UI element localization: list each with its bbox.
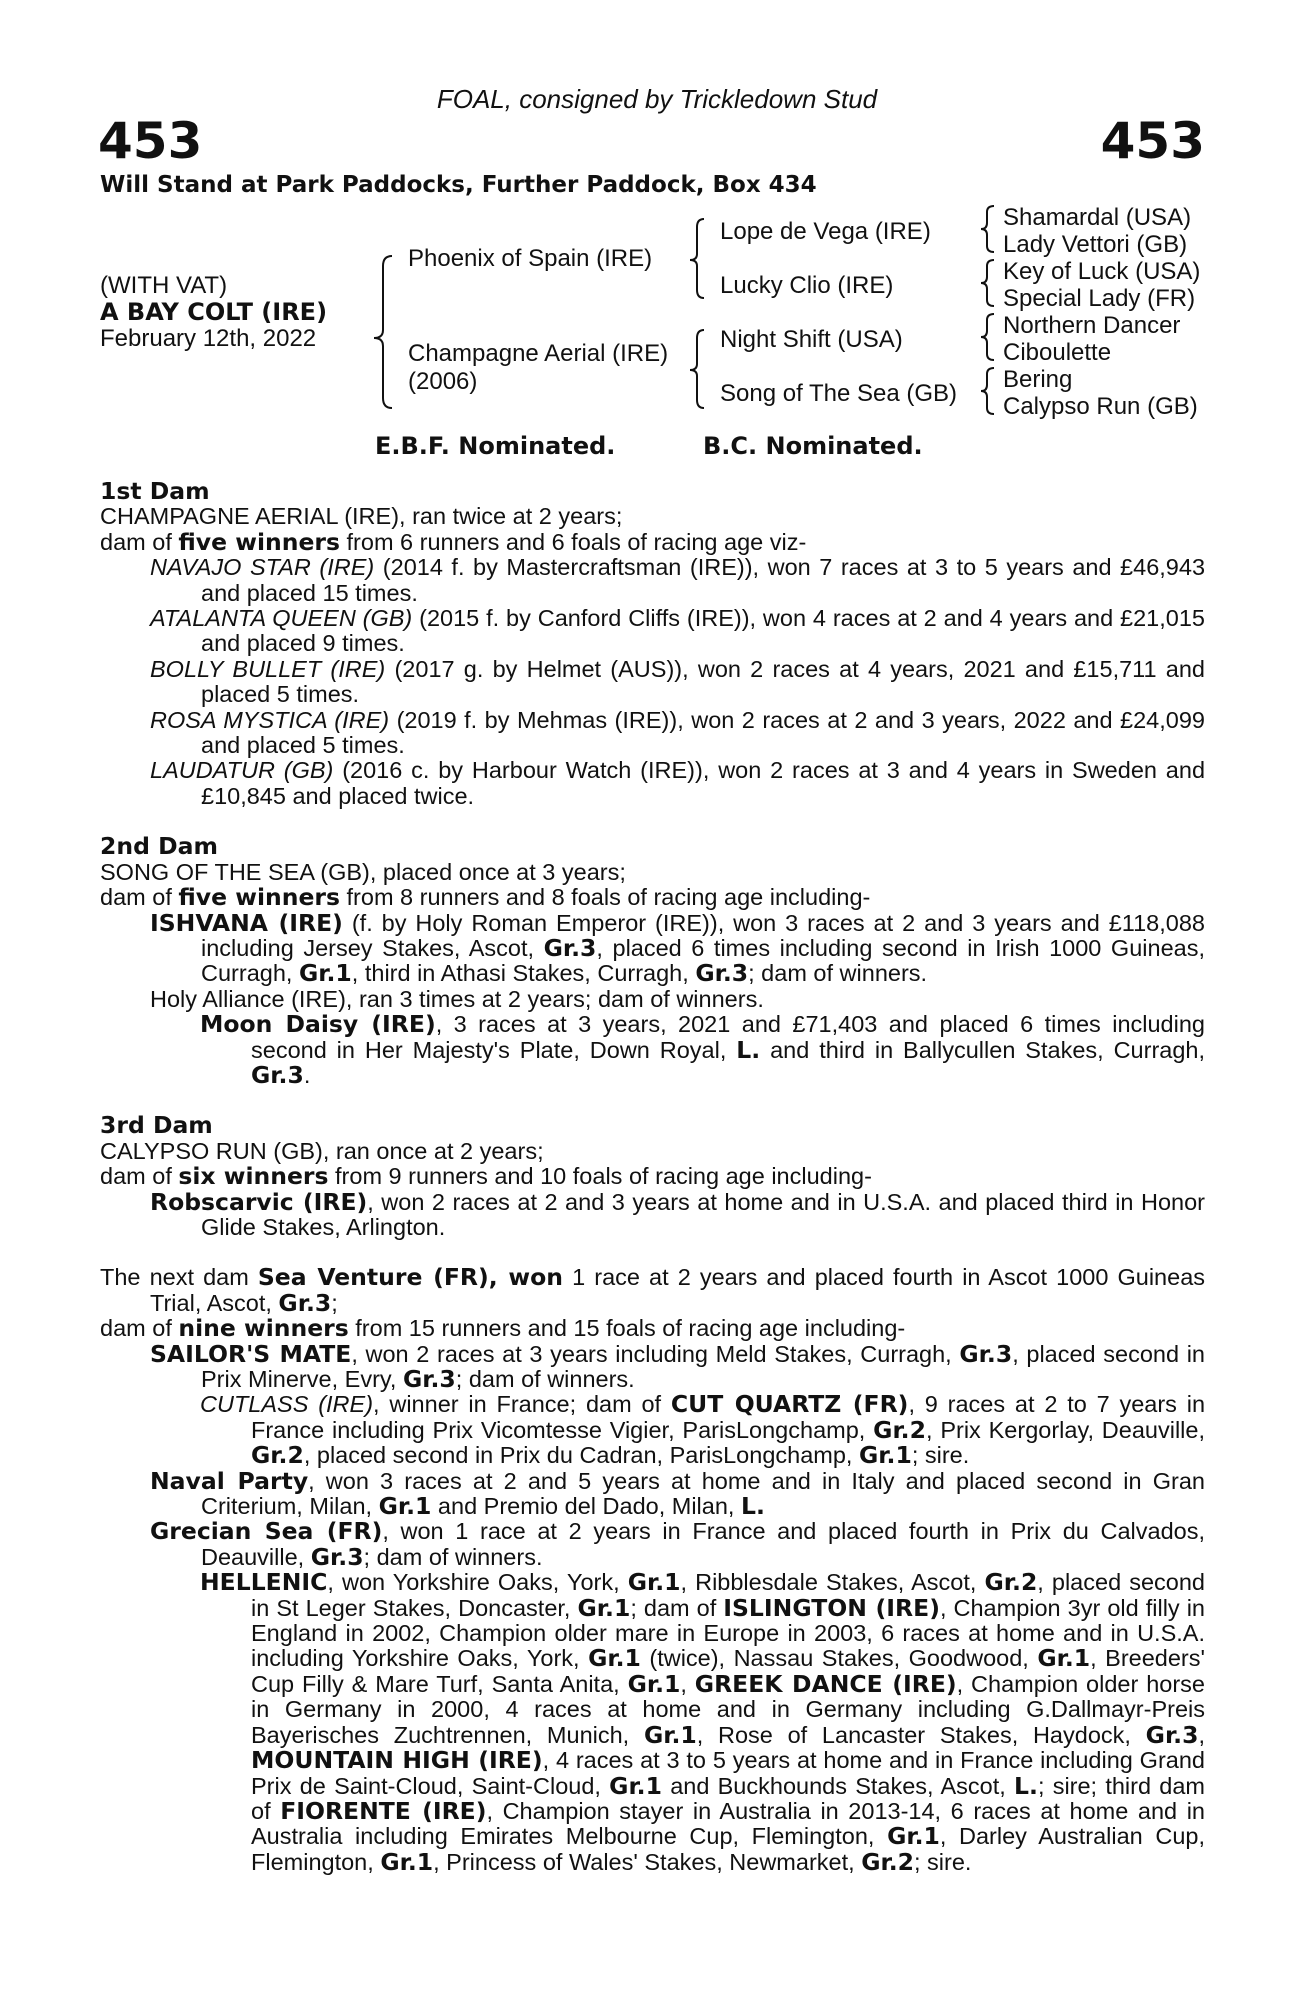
g3-ancestor: Bering [1003,366,1073,393]
produce-entry: Grecian Sea (FR), won 1 race at 2 years in France and placed fourth in Prix du Calvados, Deauville, Gr.3; dam of winners. [150,1517,1205,1571]
stand-location: Will Stand at Park Paddocks, Further Paddock, Box 434 [100,172,817,198]
lot-number-left: 453 [98,112,203,170]
section-heading: 2nd Dam [100,832,218,861]
produce-summary: dam of five winners from 8 runners and 8 foals of racing age including- [100,883,871,912]
section-heading: 3rd Dam [100,1111,213,1140]
produce-entry: HELLENIC, won Yorkshire Oaks, York, Gr.1, Ribblesdale Stakes, Ascot, Gr.2, placed second in St Leger Stakes, Doncaster, Gr.1; dam of ISLINGTON (IRE), Champion 3yr old filly in England in 2002, Champion older mare in Europe in 2003, 6 races at home and in U.S.A. including Yorkshire Oaks, York, Gr.1 (twice), Nassau Stakes, Goodwood, Gr.1, Breeders' Cup Filly & Mare Turf, Santa Anita, Gr.1, GREEK DANCE (IRE), Champion older horse in Germany in 2000, 4 races at home and in Germany including G.Dallmayr-Preis Bayerisches Zuchtrennen, Munich, Gr.1, Rose of Lancaster Stakes, Haydock, Gr.3, MOUNTAIN HIGH (IRE), 4 races at 3 to 5 years at home and in France including Grand Prix de Saint-Cloud, Saint-Cloud, Gr.1 and Buckhounds Stakes, Ascot, L.; sire; third dam of FIORENTE (IRE), Champion stayer in Australia in 2013-14, 6 races at home and in Australia including Emirates Melbourne Cup, Flemington, Gr.1, Darley Australian Cup, Flemington, Gr.1, Princess of Wales' Stakes, Newmarket, Gr.2; sire. [200,1568,1205,1876]
lot-number-right: 453 [1100,112,1205,170]
foal-description: A BAY COLT (IRE) [100,298,328,326]
dam-dam: Song of The Sea (GB) [720,380,958,407]
foaling-date: February 12th, 2022 [100,325,317,352]
produce-summary: dam of five winners from 6 runners and 6 foals of racing age viz- [100,527,807,556]
produce-entry: ISHVANA (IRE) (f. by Holy Roman Emperor (IRE)), won 3 races at 2 and 3 years and £118,088 including Jersey Stakes, Ascot, Gr.3, placed 6 times including second in Irish 1000 Guineas, Curragh, Gr.1, third in Athasi Stakes, Curragh, Gr.3; dam of winners. [150,908,1205,988]
produce-entry: BOLLY BULLET (IRE) (2017 g. by Helmet (AUS)), won 2 races at 4 years, 2021 and £15,711 and placed 5 times. [150,655,1205,708]
vat-note: (WITH VAT) [100,272,228,299]
produce-entry: ROSA MYSTICA (IRE) (2019 f. by Mehmas (IRE)), won 2 races at 2 and 3 years, 2022 and £24,099 and placed 5 times. [150,706,1205,759]
g3-ancestor: Ciboulette [1003,339,1112,366]
produce-summary: dam of nine winners from 15 runners and 15 foals of racing age including- [100,1314,906,1343]
produce-entry: SAILOR'S MATE, won 2 races at 3 years including Meld Stakes, Curragh, Gr.3, placed second in Prix Minerve, Evry, Gr.3; dam of winners. [150,1339,1206,1393]
dam-year: (2006) [408,368,478,395]
produce-entry: Robscarvic (IRE), won 2 races at 2 and 3 years at home and in U.S.A. and placed third in Honor Glide Stakes, Arlington. [150,1187,1205,1240]
catalogue-body [100,479,1205,1875]
dam-intro: SONG OF THE SEA (GB), placed once at 3 years; [100,858,626,885]
produce-entry: Holy Alliance (IRE), ran 3 times at 2 years; dam of winners. [150,985,764,1012]
dam-sire: Night Shift (USA) [720,326,903,353]
first-dam-section [100,479,1205,809]
produce-entry: LAUDATUR (GB) (2016 c. by Harbour Watch (IRE)), won 2 races at 3 and 4 years in Sweden and £10,845 and placed twice. [150,757,1206,809]
produce-summary: dam of six winners from 9 runners and 10 foals of racing age including- [100,1162,872,1191]
g3-ancestor: Northern Dancer [1003,312,1181,339]
g3-ancestor: Calypso Run (GB) [1003,393,1198,420]
g3-ancestor: Lady Vettori (GB) [1003,231,1188,258]
next-dam-section [100,1265,1205,1875]
next-dam-intro: The next dam Sea Venture (FR), won 1 race at 2 years and placed fourth in Ascot 1000 Guineas Trial, Ascot, Gr.3; [100,1263,1206,1317]
produce-entry: Moon Daisy (IRE), 3 races at 3 years, 2021 and £71,403 and placed 6 times including second in Her Majesty's Plate, Down Royal, L. and third in Ballycullen Stakes, Curragh, Gr.3. [200,1010,1206,1089]
ebf-nominated: E.B.F. Nominated. [375,432,616,460]
third-dam-section [100,1113,1205,1240]
produce-entry: CUTLASS (IRE), winner in France; dam of CUT QUARTZ (FR), 9 races at 2 to 7 years in France including Prix Vicomtesse Vigier, ParisLongchamp, Gr.2, Prix Kergorlay, Deauville, Gr.2, placed second in Prix du Cadran, ParisLongchamp, Gr.1; sire. [200,1390,1206,1470]
produce-entry: NAVAJO STAR (IRE) (2014 f. by Mastercraftsman (IRE)), won 7 races at 3 to 5 years and £46,943 and placed 15 times. [150,554,1206,606]
dam-intro: CALYPSO RUN (GB), ran once at 2 years; [100,1137,544,1164]
g3-ancestor: Key of Luck (USA) [1003,258,1201,285]
second-dam-section [100,834,1205,1088]
dam-intro: CHAMPAGNE AERIAL (IRE), ran twice at 2 years; [100,503,623,530]
pedigree-braces [0,0,1314,430]
produce-entry: ATALANTA QUEEN (GB) (2015 f. by Canford Cliffs (IRE)), won 4 races at 2 and 4 years and £21,015 and placed 9 times. [150,605,1205,657]
g3-ancestor: Special Lady (FR) [1003,285,1196,312]
sire-sire: Lope de Vega (IRE) [720,218,931,245]
sire-name: Phoenix of Spain (IRE) [408,245,653,272]
consignor-line: FOAL, consigned by Trickledown Stud [436,84,878,114]
dam-name: Champagne Aerial (IRE) [408,340,669,367]
sire-dam: Lucky Clio (IRE) [720,272,894,299]
bc-nominated: B.C. Nominated. [703,432,923,460]
g3-ancestor: Shamardal (USA) [1003,204,1192,231]
section-heading: 1st Dam [100,477,210,505]
produce-entry: Naval Party, won 3 races at 2 and 5 years at home and in Italy and placed second in Gran Criterium, Milan, Gr.1 and Premio del Dado, Milan, L. [150,1466,1205,1521]
